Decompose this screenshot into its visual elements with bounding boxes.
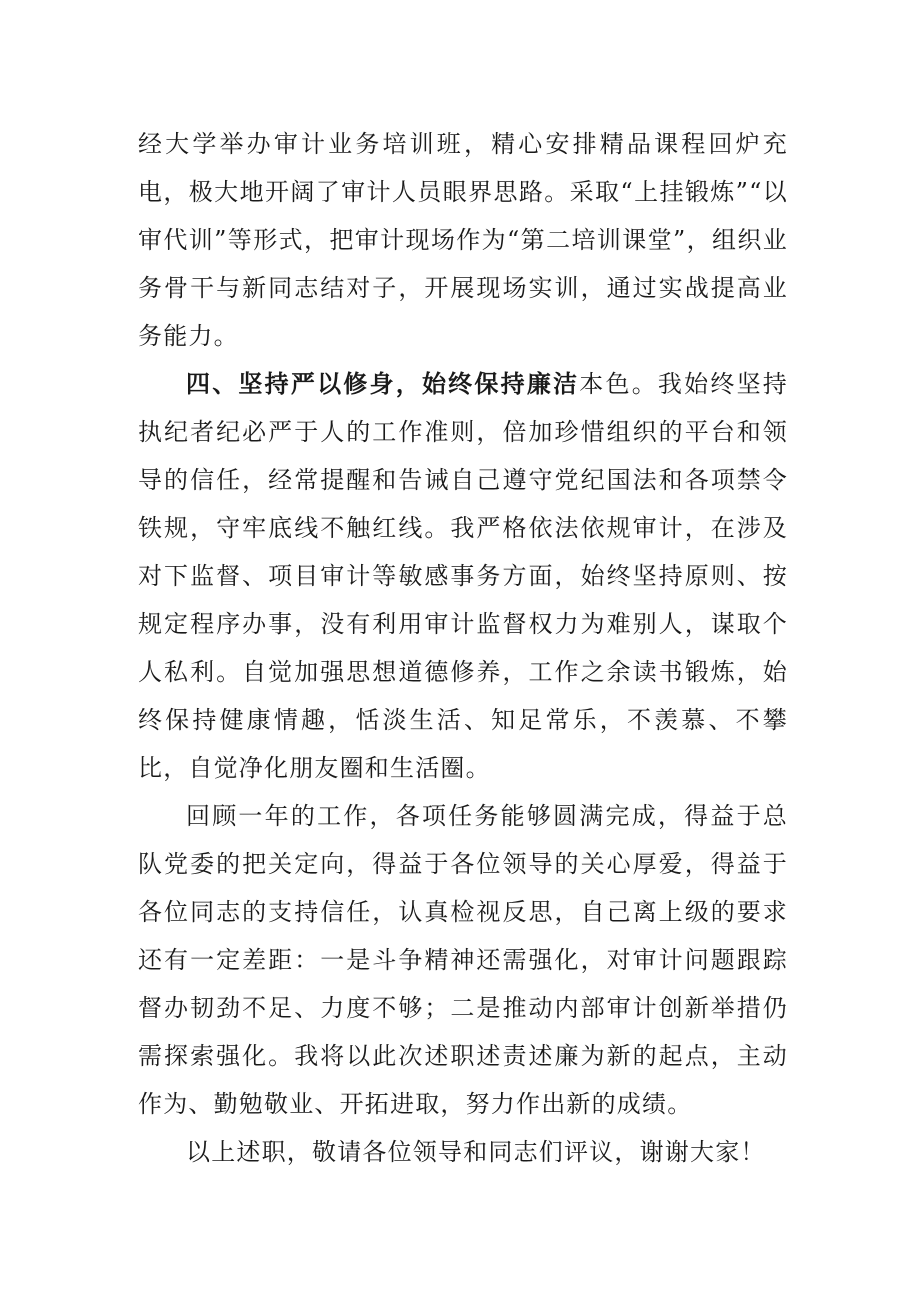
paragraph-training xyxy=(138,120,788,360)
paragraph-text: 本色。我始终坚持执纪者纪必严于人的工作准则，倍加珍惜组织的平台和领导的信任，经常提醒和告诫自己遵守党纪国法和各项禁令铁规，守牢底线不触红线。我严格依法依规审计，在涉及对下监督、项目审计等敏感事务方面，始终坚持原则、按规定程序办事，没有利用审计监督权力为难别人，谋取个人私利。自觉加强思想道德修养，工作之余读书锻炼，始终保持健康情趣，恬淡生活、知足常乐，不羡慕、不攀比，自觉净化朋友圈和生活圈。 xyxy=(138,370,788,782)
paragraph-closing xyxy=(138,1128,788,1176)
paragraph-review xyxy=(138,792,788,1128)
paragraph-text: 以上述职，敬请各位领导和同志们评议，谢谢大家！ xyxy=(186,1138,766,1166)
paragraph-text: 回顾一年的工作，各项任务能够圆满完成，得益于总队党委的把关定向，得益于各位领导的关心厚爱，得益于各位同志的支持信任，认真检视反思，自己离上级的要求还有一定差距：一是斗争精神还需强化，对审计问题跟踪督办韧劲不足、力度不够；二是推动内部审计创新举措仍需探索强化。我将以此次述职述责述廉为新的起点，主动作为、勤勉敬业、开拓进取，努力作出新的成绩。 xyxy=(138,802,788,1118)
section-heading-four: 四、坚持严以修身，始终保持廉洁 xyxy=(186,370,580,398)
paragraph-text: 经大学举办审计业务培训班，精心安排精品课程回炉充电，极大地开阔了审计人员眼界思路。采取“上挂锻炼”“以审代训”等形式，把审计现场作为“第二培训课堂”，组织业务骨干与新同志结对子，开展现场实训，通过实战提高业务能力。 xyxy=(138,130,788,350)
paragraph-integrity xyxy=(138,360,788,792)
document-body xyxy=(138,120,788,1176)
